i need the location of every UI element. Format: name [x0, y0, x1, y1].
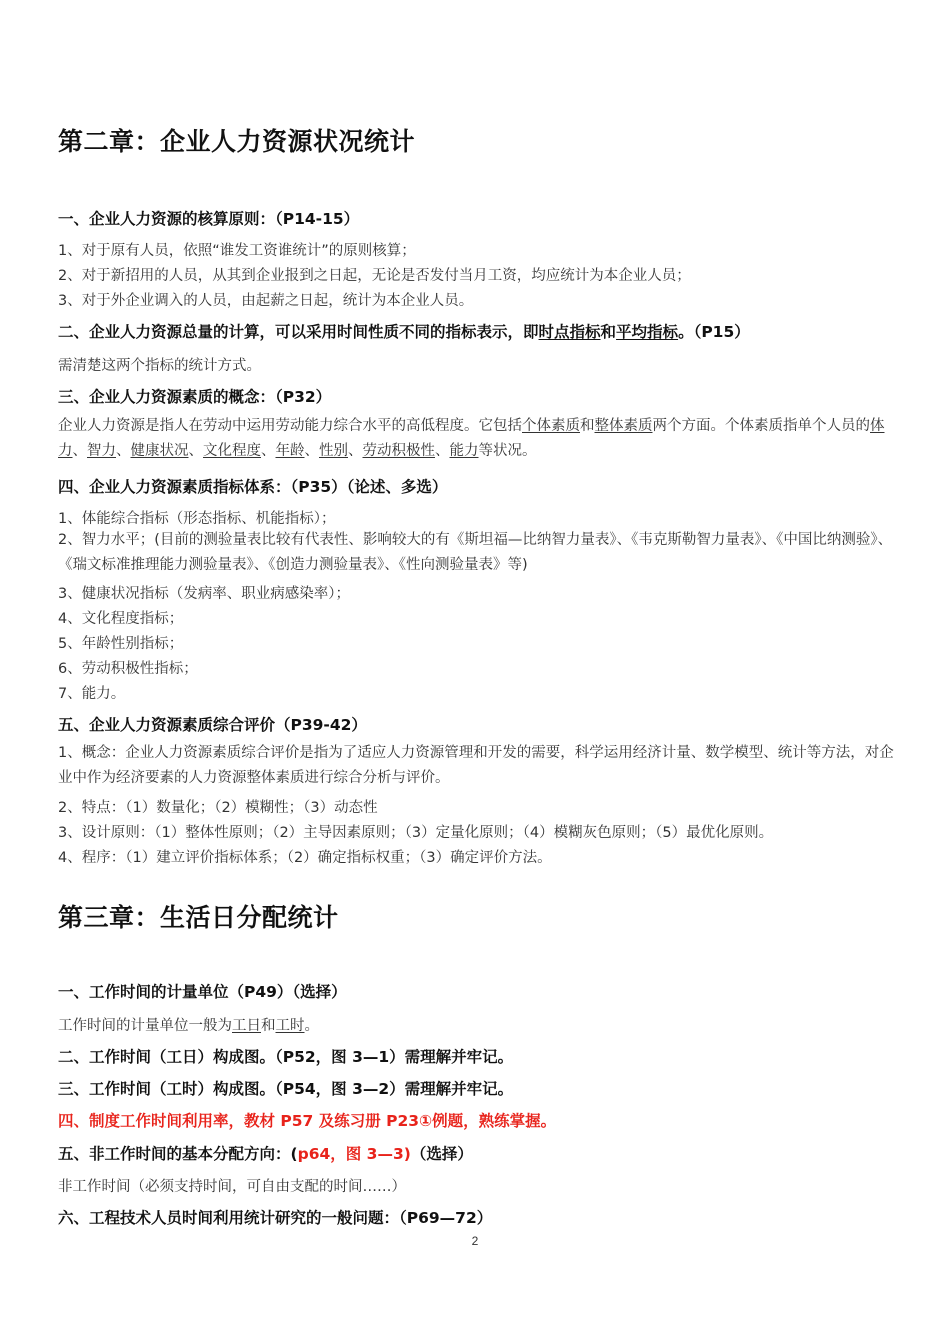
- text: 等状况。: [478, 443, 537, 459]
- ch2-s4-item-3: 3、健康状况指标（发病率、职业病感染率）；: [58, 586, 350, 602]
- page-number: 2: [471, 1234, 479, 1248]
- term: 个体素质: [522, 418, 580, 434]
- separator: 、: [116, 443, 131, 459]
- heading-text: 五、非工作时间的基本分配方向：(: [58, 1145, 298, 1163]
- term-workday: 工日: [232, 1018, 261, 1034]
- ch2-section-4-heading: 四、企业人力资源素质指标体系：（P35）（论述、多选）: [58, 478, 448, 496]
- text: 两个方面。个体素质指单个人员的: [652, 418, 870, 434]
- ch3-section-2-heading: 二、工作时间（工日）构成图。（P52，图 3—1）需理解并牢记。: [58, 1048, 514, 1066]
- ch2-s4-item-7: 7、能力。: [58, 686, 126, 702]
- heading-text: 二、企业人力资源总量的计算，可以采用时间性质不同的指标表示，即: [58, 323, 539, 341]
- ch2-s2-body: 需清楚这两个指标的统计方式。: [58, 358, 261, 374]
- ch2-s5-item-2: 2、特点：（1）数量化；（2）模糊性；（3）动态性: [58, 800, 378, 816]
- conjunction: 和: [600, 323, 617, 341]
- heading-page-ref: 。（P15）: [678, 323, 750, 341]
- term: 能力: [449, 443, 479, 459]
- term-average-indicator: 平均指标: [616, 323, 679, 341]
- ch2-s1-item-2: 2、对于新招用的人员，从其到企业报到之日起，无论是否发付当月工资，均应统计为本企业人员；: [58, 268, 691, 284]
- ch3-s1-body: [58, 1014, 319, 1035]
- ch2-s3-paragraph: [58, 414, 894, 464]
- ch2-section-3-heading: 三、企业人力资源素质的概念：（P32）: [58, 388, 332, 406]
- separator: 、: [261, 443, 276, 459]
- chapter-3-title: 第三章：生活日分配统计: [58, 903, 339, 932]
- ch3-section-1-heading: 一、工作时间的计量单位（P49）（选择）: [58, 983, 347, 1001]
- ch2-section-2-heading: [58, 320, 750, 342]
- term: 性别: [319, 443, 348, 459]
- ch2-s4-item-4: 4、文化程度指标；: [58, 611, 184, 627]
- term: 智力: [87, 443, 116, 459]
- ch2-s4-item-2: 2、智力水平；(目前的测验量表比较有代表性、影响较大的有《斯坦福—比纳智力量表》、《韦克斯勒智力量表》、《中国比纳测验》、《瑞文标准推理能力测验量表》、《创造力测验量表》、《性向测验量表》等): [58, 532, 893, 573]
- term-workhour: 工时: [275, 1018, 305, 1034]
- heading-text: （选择）: [410, 1145, 473, 1163]
- text: 和: [261, 1018, 276, 1034]
- separator: 、: [435, 443, 450, 459]
- ch3-section-3-heading: 三、工作时间（工时）构成图。（P54，图 3—2）需理解并牢记。: [58, 1080, 514, 1098]
- text: 和: [580, 418, 595, 434]
- chapter-2-title: 第二章：企业人力资源状况统计: [58, 127, 416, 156]
- ch2-s1-item-3: 3、对于外企业调入的人员，由起薪之日起，统计为本企业人员。: [58, 293, 474, 309]
- ch3-section-6-heading: 六、工程技术人员时间利用统计研究的一般问题：（P69—72）: [58, 1209, 493, 1227]
- ch2-s4-item-1: 1、体能综合指标（形态指标、机能指标）；: [58, 511, 336, 527]
- separator: 、: [348, 443, 363, 459]
- separator: 、: [72, 443, 87, 459]
- ch2-s5-item-1: 1、概念：企业人力资源素质综合评价是指为了适应人力资源管理和开发的需要，科学运用经济计量、数学模型、统计等方法，对企业中作为经济要素的人力资源整体素质进行综合分析与评价。: [58, 745, 894, 786]
- term-time-point-indicator: 时点指标: [538, 323, 601, 341]
- ch2-section-5-heading: 五、企业人力资源素质综合评价（P39-42）: [58, 716, 367, 734]
- text: 工作时间的计量单位一般为: [58, 1018, 232, 1034]
- ch2-s1-item-1: 1、对于原有人员，依照“谁发工资谁统计”的原则核算；: [58, 243, 416, 259]
- ch3-section-4-heading: 四、制度工作时间利用率，教材 P57 及练习册 P23①例题，熟练掌握。: [58, 1112, 557, 1130]
- heading-red-ref: p64，图 3—3): [297, 1145, 411, 1163]
- separator: 、: [304, 443, 319, 459]
- separator: 、: [188, 443, 203, 459]
- ch2-s4-item-6: 6、劳动积极性指标；: [58, 661, 198, 677]
- text: 。: [304, 1018, 319, 1034]
- term: 健康状况: [130, 443, 189, 459]
- term: 劳动积极性: [362, 443, 435, 459]
- ch3-section-5-heading: [58, 1142, 473, 1164]
- ch2-s5-item-4: 4、程序：（1）建立评价指标体系；（2）确定指标权重；（3）确定评价方法。: [58, 850, 552, 866]
- ch2-s5-item-3: 3、设计原则：（1）整体性原则；（2）主导因素原则；（3）定量化原则；（4）模糊灰色原则；（5）最优化原则。: [58, 825, 774, 841]
- ch2-s4-item-5: 5、年龄性别指标；: [58, 636, 184, 652]
- text: 企业人力资源是指人在劳动中运用劳动能力综合水平的高低程度。它包括: [58, 418, 522, 434]
- ch3-s5-body: 非工作时间（必须支持时间，可自由支配的时间……）: [58, 1179, 406, 1195]
- term: 文化程度: [203, 443, 261, 459]
- term: 年龄: [275, 443, 305, 459]
- term: 体力: [58, 418, 885, 459]
- ch2-section-1-heading: 一、企业人力资源的核算原则：（P14-15）: [58, 210, 360, 228]
- term: 整体素质: [594, 418, 653, 434]
